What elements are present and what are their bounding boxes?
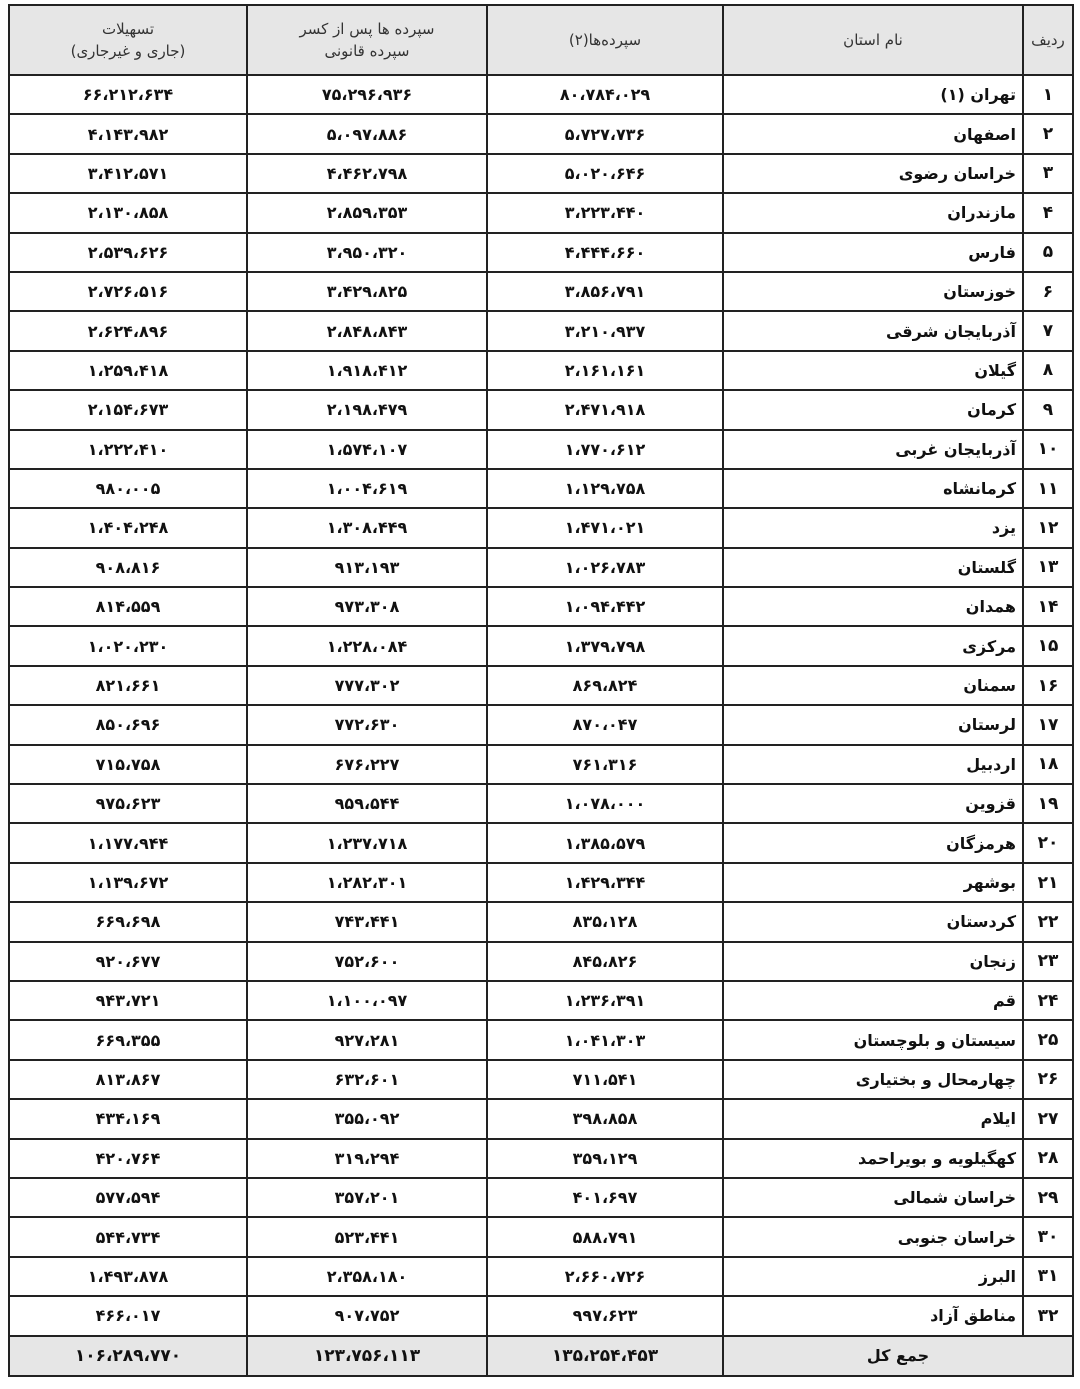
table-row bbox=[9, 154, 1073, 193]
row-number: ۱۰ bbox=[1023, 430, 1073, 469]
row-number: ۱۴ bbox=[1023, 587, 1073, 626]
row-number: ۱ bbox=[1023, 75, 1073, 114]
loans-value: ۱،۱۷۷،۹۴۴ bbox=[9, 823, 247, 862]
total-loans: ۱۰۶،۲۸۹،۷۷۰ bbox=[9, 1336, 247, 1376]
row-number: ۱۸ bbox=[1023, 745, 1073, 784]
table-row bbox=[9, 233, 1073, 272]
deposits-value: ۲،۱۶۱،۱۶۱ bbox=[487, 351, 723, 390]
table-row bbox=[9, 981, 1073, 1020]
table-row bbox=[9, 1139, 1073, 1178]
row-number: ۴ bbox=[1023, 193, 1073, 232]
deposits-value: ۱،۷۷۰،۶۱۲ bbox=[487, 430, 723, 469]
header-row-number: ردیف bbox=[1023, 5, 1073, 75]
province-name: سیستان و بلوچستان bbox=[723, 1020, 1023, 1059]
header-province: نام استان bbox=[723, 5, 1023, 75]
after-reserve-value: ۷۴۳،۴۴۱ bbox=[247, 902, 487, 941]
header-loans bbox=[9, 5, 247, 75]
province-name: سمنان bbox=[723, 666, 1023, 705]
deposits-value: ۱،۰۲۶،۷۸۳ bbox=[487, 548, 723, 587]
loans-value: ۴۳۴،۱۶۹ bbox=[9, 1099, 247, 1138]
after-reserve-value: ۳،۹۵۰،۳۲۰ bbox=[247, 233, 487, 272]
row-number: ۳۲ bbox=[1023, 1296, 1073, 1335]
province-name: کردستان bbox=[723, 902, 1023, 941]
row-number: ۷ bbox=[1023, 311, 1073, 350]
table-row bbox=[9, 508, 1073, 547]
loans-value: ۴،۱۴۳،۹۸۲ bbox=[9, 114, 247, 153]
table-row bbox=[9, 1178, 1073, 1217]
row-number: ۳ bbox=[1023, 154, 1073, 193]
loans-value: ۸۱۴،۵۵۹ bbox=[9, 587, 247, 626]
loans-value: ۱،۱۳۹،۶۷۲ bbox=[9, 863, 247, 902]
deposits-value: ۸۴۵،۸۲۶ bbox=[487, 942, 723, 981]
loans-value: ۸۱۳،۸۶۷ bbox=[9, 1060, 247, 1099]
loans-value: ۱،۲۲۲،۴۱۰ bbox=[9, 430, 247, 469]
after-reserve-value: ۳،۴۲۹،۸۲۵ bbox=[247, 272, 487, 311]
loans-value: ۱،۴۹۳،۸۷۸ bbox=[9, 1257, 247, 1296]
province-deposits-table bbox=[8, 4, 1074, 1377]
loans-value: ۸۲۱،۶۶۱ bbox=[9, 666, 247, 705]
after-reserve-value: ۷۵،۲۹۶،۹۳۶ bbox=[247, 75, 487, 114]
after-reserve-value: ۱،۰۰۴،۶۱۹ bbox=[247, 469, 487, 508]
province-name: کرمانشاه bbox=[723, 469, 1023, 508]
table-row bbox=[9, 745, 1073, 784]
province-name: اردبیل bbox=[723, 745, 1023, 784]
after-reserve-value: ۳۱۹،۲۹۴ bbox=[247, 1139, 487, 1178]
table-row bbox=[9, 784, 1073, 823]
after-reserve-value: ۶۳۲،۶۰۱ bbox=[247, 1060, 487, 1099]
province-name: ایلام bbox=[723, 1099, 1023, 1138]
loans-value: ۴۲۰،۷۶۴ bbox=[9, 1139, 247, 1178]
province-name: بوشهر bbox=[723, 863, 1023, 902]
loans-value: ۹۷۵،۶۲۳ bbox=[9, 784, 247, 823]
deposits-value: ۱،۴۷۱،۰۲۱ bbox=[487, 508, 723, 547]
row-number: ۱۲ bbox=[1023, 508, 1073, 547]
loans-value: ۱،۰۲۰،۲۳۰ bbox=[9, 626, 247, 665]
province-name: آذربایجان غربی bbox=[723, 430, 1023, 469]
after-reserve-value: ۴،۴۶۲،۷۹۸ bbox=[247, 154, 487, 193]
table-row bbox=[9, 1020, 1073, 1059]
after-reserve-value: ۱،۲۳۷،۷۱۸ bbox=[247, 823, 487, 862]
loans-value: ۸۵۰،۶۹۶ bbox=[9, 705, 247, 744]
table-row bbox=[9, 351, 1073, 390]
row-number: ۲۴ bbox=[1023, 981, 1073, 1020]
deposits-value: ۱،۰۹۴،۴۴۲ bbox=[487, 587, 723, 626]
loans-value: ۲،۱۳۰،۸۵۸ bbox=[9, 193, 247, 232]
loans-value: ۱،۲۵۹،۴۱۸ bbox=[9, 351, 247, 390]
loans-value: ۶۶۹،۳۵۵ bbox=[9, 1020, 247, 1059]
deposits-value: ۱،۳۷۹،۷۹۸ bbox=[487, 626, 723, 665]
total-label: جمع کل bbox=[723, 1336, 1073, 1376]
table-row bbox=[9, 1060, 1073, 1099]
loans-value: ۶۶۹،۶۹۸ bbox=[9, 902, 247, 941]
province-deposits-table-sheet bbox=[8, 4, 1072, 1377]
province-name: همدان bbox=[723, 587, 1023, 626]
row-number: ۶ bbox=[1023, 272, 1073, 311]
deposits-value: ۱،۴۲۹،۳۴۴ bbox=[487, 863, 723, 902]
loans-value: ۹۴۳،۷۲۱ bbox=[9, 981, 247, 1020]
header-loans-line1: تسهیلات bbox=[101, 20, 155, 38]
row-number: ۲ bbox=[1023, 114, 1073, 153]
after-reserve-value: ۳۵۵،۰۹۲ bbox=[247, 1099, 487, 1138]
total-after-reserve: ۱۲۳،۷۵۶،۱۱۳ bbox=[247, 1336, 487, 1376]
table-row bbox=[9, 272, 1073, 311]
after-reserve-value: ۹۰۷،۷۵۲ bbox=[247, 1296, 487, 1335]
province-name: مناطق آزاد bbox=[723, 1296, 1023, 1335]
after-reserve-value: ۱،۵۷۴،۱۰۷ bbox=[247, 430, 487, 469]
row-number: ۱۵ bbox=[1023, 626, 1073, 665]
province-name: لرستان bbox=[723, 705, 1023, 744]
loans-value: ۹۸۰،۰۰۵ bbox=[9, 469, 247, 508]
deposits-value: ۷۱۱،۵۴۱ bbox=[487, 1060, 723, 1099]
header-after-reserve bbox=[247, 5, 487, 75]
table-body bbox=[9, 75, 1073, 1336]
table-row bbox=[9, 75, 1073, 114]
loans-value: ۵۴۴،۷۳۴ bbox=[9, 1217, 247, 1256]
province-name: هرمزگان bbox=[723, 823, 1023, 862]
deposits-value: ۱،۱۲۹،۷۵۸ bbox=[487, 469, 723, 508]
table-row bbox=[9, 666, 1073, 705]
deposits-value: ۷۶۱،۳۱۶ bbox=[487, 745, 723, 784]
row-number: ۲۶ bbox=[1023, 1060, 1073, 1099]
table-row bbox=[9, 823, 1073, 862]
table-row bbox=[9, 548, 1073, 587]
province-name: گلستان bbox=[723, 548, 1023, 587]
deposits-value: ۱،۰۷۸،۰۰۰ bbox=[487, 784, 723, 823]
table-header bbox=[9, 5, 1073, 75]
deposits-value: ۱،۳۸۵،۵۷۹ bbox=[487, 823, 723, 862]
row-number: ۳۱ bbox=[1023, 1257, 1073, 1296]
row-number: ۱۷ bbox=[1023, 705, 1073, 744]
loans-value: ۲،۵۳۹،۶۲۶ bbox=[9, 233, 247, 272]
province-name: البرز bbox=[723, 1257, 1023, 1296]
after-reserve-value: ۳۵۷،۲۰۱ bbox=[247, 1178, 487, 1217]
province-name: قزوین bbox=[723, 784, 1023, 823]
row-number: ۳۰ bbox=[1023, 1217, 1073, 1256]
province-name: قم bbox=[723, 981, 1023, 1020]
after-reserve-value: ۱،۲۲۸،۰۸۴ bbox=[247, 626, 487, 665]
deposits-value: ۱،۲۳۶،۳۹۱ bbox=[487, 981, 723, 1020]
loans-value: ۱،۴۰۴،۲۴۸ bbox=[9, 508, 247, 547]
deposits-value: ۸۰،۷۸۴،۰۲۹ bbox=[487, 75, 723, 114]
table-row bbox=[9, 705, 1073, 744]
row-number: ۵ bbox=[1023, 233, 1073, 272]
table-row bbox=[9, 1217, 1073, 1256]
province-name: یزد bbox=[723, 508, 1023, 547]
province-name: خراسان رضوی bbox=[723, 154, 1023, 193]
deposits-value: ۱،۰۴۱،۳۰۳ bbox=[487, 1020, 723, 1059]
province-name: کهگیلویه و بویراحمد bbox=[723, 1139, 1023, 1178]
after-reserve-value: ۹۲۷،۲۸۱ bbox=[247, 1020, 487, 1059]
row-number: ۲۳ bbox=[1023, 942, 1073, 981]
province-name: خوزستان bbox=[723, 272, 1023, 311]
after-reserve-value: ۵،۰۹۷،۸۸۶ bbox=[247, 114, 487, 153]
province-name: گیلان bbox=[723, 351, 1023, 390]
row-number: ۱۱ bbox=[1023, 469, 1073, 508]
table-row bbox=[9, 863, 1073, 902]
row-number: ۲۵ bbox=[1023, 1020, 1073, 1059]
loans-value: ۹۲۰،۶۷۷ bbox=[9, 942, 247, 981]
row-number: ۲۷ bbox=[1023, 1099, 1073, 1138]
province-name: چهارمحال و بختیاری bbox=[723, 1060, 1023, 1099]
after-reserve-value: ۱،۱۰۰،۰۹۷ bbox=[247, 981, 487, 1020]
row-number: ۱۶ bbox=[1023, 666, 1073, 705]
province-name: آذربایجان شرقی bbox=[723, 311, 1023, 350]
loans-value: ۲،۱۵۴،۶۷۳ bbox=[9, 390, 247, 429]
table-row bbox=[9, 193, 1073, 232]
loans-value: ۲،۶۲۴،۸۹۶ bbox=[9, 311, 247, 350]
province-name: اصفهان bbox=[723, 114, 1023, 153]
after-reserve-value: ۲،۸۵۹،۳۵۳ bbox=[247, 193, 487, 232]
after-reserve-value: ۷۷۲،۶۳۰ bbox=[247, 705, 487, 744]
row-number: ۹ bbox=[1023, 390, 1073, 429]
table-row bbox=[9, 626, 1073, 665]
province-name: مازندران bbox=[723, 193, 1023, 232]
loans-value: ۲،۷۲۶،۵۱۶ bbox=[9, 272, 247, 311]
loans-value: ۵۷۷،۵۹۴ bbox=[9, 1178, 247, 1217]
table-row bbox=[9, 390, 1073, 429]
loans-value: ۶۶،۲۱۲،۶۳۴ bbox=[9, 75, 247, 114]
deposits-value: ۸۷۰،۰۴۷ bbox=[487, 705, 723, 744]
loans-value: ۳،۴۱۲،۵۷۱ bbox=[9, 154, 247, 193]
table-footer bbox=[9, 1336, 1073, 1376]
after-reserve-value: ۹۱۳،۱۹۳ bbox=[247, 548, 487, 587]
province-name: کرمان bbox=[723, 390, 1023, 429]
after-reserve-value: ۲،۳۵۸،۱۸۰ bbox=[247, 1257, 487, 1296]
deposits-value: ۸۶۹،۸۲۴ bbox=[487, 666, 723, 705]
table-row bbox=[9, 1099, 1073, 1138]
after-reserve-value: ۵۲۳،۴۴۱ bbox=[247, 1217, 487, 1256]
deposits-value: ۴۰۱،۶۹۷ bbox=[487, 1178, 723, 1217]
deposits-value: ۵۸۸،۷۹۱ bbox=[487, 1217, 723, 1256]
deposits-value: ۲،۴۷۱،۹۱۸ bbox=[487, 390, 723, 429]
table-row bbox=[9, 942, 1073, 981]
after-reserve-value: ۲،۱۹۸،۴۷۹ bbox=[247, 390, 487, 429]
after-reserve-value: ۱،۲۸۲،۳۰۱ bbox=[247, 863, 487, 902]
after-reserve-value: ۲،۸۴۸،۸۴۳ bbox=[247, 311, 487, 350]
deposits-value: ۳،۸۵۶،۷۹۱ bbox=[487, 272, 723, 311]
deposits-value: ۳۹۸،۸۵۸ bbox=[487, 1099, 723, 1138]
province-name: فارس bbox=[723, 233, 1023, 272]
deposits-value: ۳،۲۲۳،۴۴۰ bbox=[487, 193, 723, 232]
after-reserve-value: ۷۷۷،۳۰۲ bbox=[247, 666, 487, 705]
table-row bbox=[9, 469, 1073, 508]
row-number: ۱۳ bbox=[1023, 548, 1073, 587]
deposits-value: ۹۹۷،۶۲۳ bbox=[487, 1296, 723, 1335]
province-name: مرکزی bbox=[723, 626, 1023, 665]
loans-value: ۹۰۸،۸۱۶ bbox=[9, 548, 247, 587]
header-deposits: سپرده‌ها(۲) bbox=[487, 5, 723, 75]
table-row bbox=[9, 902, 1073, 941]
deposits-value: ۳،۲۱۰،۹۳۷ bbox=[487, 311, 723, 350]
header-after-reserve-line1: سپرده ها پس از کسر bbox=[299, 20, 435, 38]
after-reserve-value: ۱،۳۰۸،۴۴۹ bbox=[247, 508, 487, 547]
header-after-reserve-line2: سپرده قانونی bbox=[324, 42, 410, 60]
deposits-value: ۵،۷۲۷،۷۳۶ bbox=[487, 114, 723, 153]
deposits-value: ۳۵۹،۱۲۹ bbox=[487, 1139, 723, 1178]
after-reserve-value: ۱،۹۱۸،۴۱۲ bbox=[247, 351, 487, 390]
header-loans-line2: (جاری و غیرجاری) bbox=[70, 42, 186, 60]
table-row bbox=[9, 430, 1073, 469]
row-number: ۲۰ bbox=[1023, 823, 1073, 862]
deposits-value: ۵،۰۲۰،۶۴۶ bbox=[487, 154, 723, 193]
province-name: زنجان bbox=[723, 942, 1023, 981]
row-number: ۲۱ bbox=[1023, 863, 1073, 902]
row-number: ۲۹ bbox=[1023, 1178, 1073, 1217]
row-number: ۱۹ bbox=[1023, 784, 1073, 823]
table-row bbox=[9, 587, 1073, 626]
row-number: ۸ bbox=[1023, 351, 1073, 390]
after-reserve-value: ۷۵۲،۶۰۰ bbox=[247, 942, 487, 981]
row-number: ۲۸ bbox=[1023, 1139, 1073, 1178]
after-reserve-value: ۹۵۹،۵۴۴ bbox=[247, 784, 487, 823]
deposits-value: ۴،۴۴۴،۶۶۰ bbox=[487, 233, 723, 272]
province-name: خراسان شمالی bbox=[723, 1178, 1023, 1217]
deposits-value: ۸۳۵،۱۲۸ bbox=[487, 902, 723, 941]
deposits-value: ۲،۶۶۰،۷۲۶ bbox=[487, 1257, 723, 1296]
province-name: خراسان جنوبی bbox=[723, 1217, 1023, 1256]
table-row bbox=[9, 114, 1073, 153]
loans-value: ۷۱۵،۷۵۸ bbox=[9, 745, 247, 784]
total-row bbox=[9, 1336, 1073, 1376]
province-name: تهران (۱) bbox=[723, 75, 1023, 114]
after-reserve-value: ۹۷۳،۳۰۸ bbox=[247, 587, 487, 626]
table-row bbox=[9, 311, 1073, 350]
loans-value: ۴۶۶،۰۱۷ bbox=[9, 1296, 247, 1335]
row-number: ۲۲ bbox=[1023, 902, 1073, 941]
table-row bbox=[9, 1296, 1073, 1335]
total-deposits: ۱۳۵،۲۵۴،۴۵۳ bbox=[487, 1336, 723, 1376]
after-reserve-value: ۶۷۶،۲۲۷ bbox=[247, 745, 487, 784]
header-row bbox=[9, 5, 1073, 75]
table-row bbox=[9, 1257, 1073, 1296]
